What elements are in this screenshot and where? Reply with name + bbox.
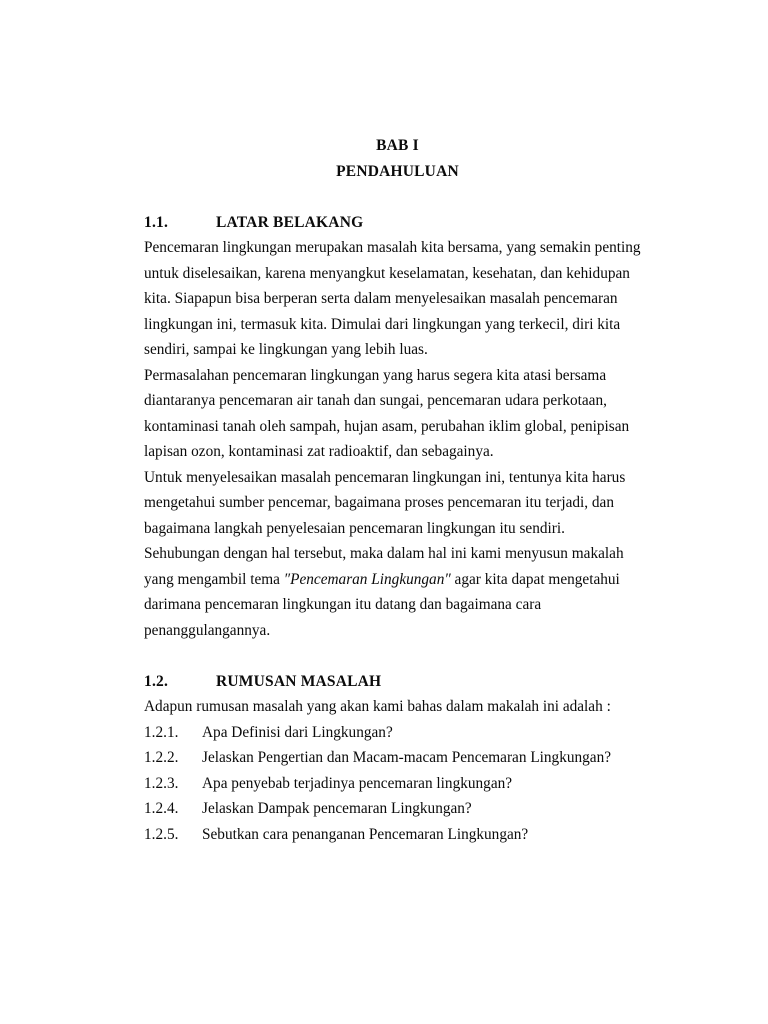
heading-spacer <box>144 184 651 210</box>
list-item-text: Apa penyebab terjadinya pencemaran lingkungan? <box>202 774 513 792</box>
list-item-text: Sebutkan cara penanganan Pencemaran Lingkungan? <box>202 825 529 843</box>
list-item <box>144 822 651 848</box>
paragraph-4-after-quote: agar kita dapat mengetahui darimana pencemaran lingkungan itu datang dan bagaimana cara penanggulangannya. <box>144 570 620 639</box>
paragraph-1: Pencemaran lingkungan merupakan masalah kita bersama, yang semakin penting untuk diselesaikan, karena menyangkut keselamatan, kesehatan, dan kehidupan kita. Siapapun bisa berperan serta dalam menyelesaikan masalah pencemaran lingkungan ini, termasuk kita. Dimulai dari lingkungan yang terkecil, diri kita sendiri, sampai ke lingkungan yang lebih luas. <box>144 239 641 358</box>
section-number-1-1: 1.1. <box>144 213 169 231</box>
section-heading-1-1 <box>144 210 651 236</box>
paragraph-4-before-quote: Sehubungan dengan hal tersebut, maka dalam hal ini kami menyusun makalah yang mengambil tema <box>144 545 624 588</box>
section-heading-1-2 <box>144 669 651 695</box>
list-item-text: Jelaskan Pengertian dan Macam-macam Pencemaran Lingkungan? <box>202 749 612 766</box>
rumusan-intro: Adapun rumusan masalah yang akan kami bahas dalam makalah ini adalah : <box>144 698 611 715</box>
paragraph-4-theme-quote: ″Pencemaran Lingkungan″ <box>283 570 451 588</box>
section-number-1-2: 1.2. <box>144 672 169 690</box>
list-item-number: 1.2.2. <box>144 749 179 766</box>
list-item <box>144 745 651 771</box>
list-item-number: 1.2.3. <box>144 774 179 792</box>
list-item-text: Apa Definisi dari Lingkungan? <box>202 723 393 741</box>
section-title-1-2: RUMUSAN MASALAH <box>216 672 382 690</box>
chapter-title: PENDAHULUAN <box>336 162 459 180</box>
paragraph-4 <box>144 541 651 643</box>
list-item-number: 1.2.1. <box>144 723 179 741</box>
list-item <box>144 796 651 822</box>
list-item-number: 1.2.5. <box>144 825 179 843</box>
paragraph-3: Untuk menyelesaikan masalah pencemaran lingkungan ini, tentunya kita harus mengetahui sumber pencemar, bagaimana proses pencemaran itu terjadi, dan bagaimana langkah penyelesaian pencemaran lingkungan itu sendiri. <box>144 468 626 537</box>
document-content <box>144 133 651 847</box>
list-item <box>144 720 651 746</box>
list-item-number: 1.2.4. <box>144 800 179 817</box>
list-item-text: Jelaskan Dampak pencemaran Lingkungan? <box>202 800 472 817</box>
paragraph-2: Permasalahan pencemaran lingkungan yang harus segera kita atasi bersama diantaranya pencemaran air tanah dan sungai, pencemaran udara perkotaan, kontaminasi tanah oleh sampah, hujan asam, perubahan iklim global, penipisan lapisan ozon, kontaminasi zat radioaktif, dan sebagainya. <box>144 366 630 460</box>
section-title-1-1: LATAR BELAKANG <box>216 213 364 231</box>
chapter-label: BAB I <box>376 137 419 154</box>
section-spacer <box>144 643 651 669</box>
list-item <box>144 771 651 797</box>
